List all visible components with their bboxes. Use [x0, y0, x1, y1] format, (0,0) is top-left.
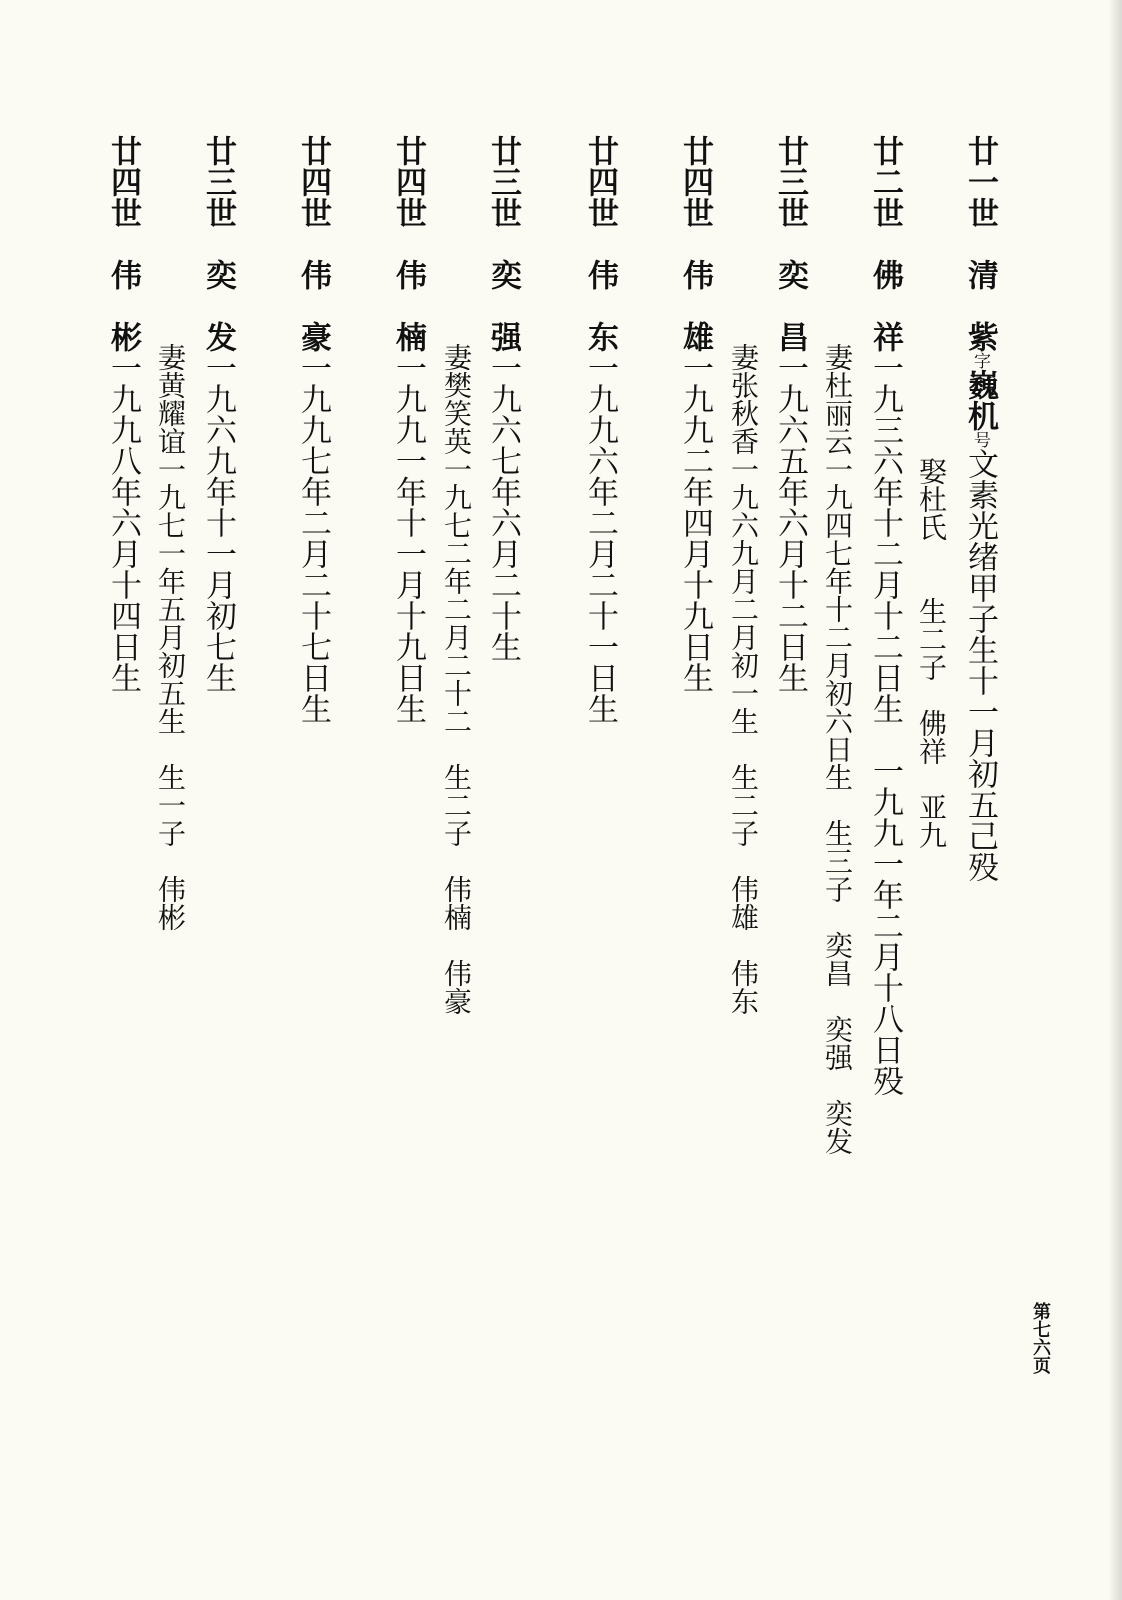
entry-details: 一九三六年十二月十二日生 一九九一年二月十八日殁 [867, 352, 903, 1096]
person-name-second: 楠 [390, 321, 426, 352]
entry-details: 一九九一年十一月十九日生 [390, 352, 426, 724]
spouse-line-9: 妻黄耀谊一九七一年五月初五生 生一子 伟彬 [154, 343, 187, 931]
spouse-line-2: 妻杜丽云一九四七年十二月初六日生 生三子 奕昌 奕强 奕发 [821, 343, 854, 1155]
person-name-second: 东 [582, 321, 618, 352]
entry-details: 一九六九年十一月初七生 [200, 352, 236, 693]
entry-column-5 [580, 135, 620, 724]
zi-mark: 字 [970, 352, 990, 369]
person-name: 奕 [200, 259, 236, 290]
entry-details: 一九六七年六月二十生 [485, 352, 521, 662]
person-name: 伟 [582, 259, 618, 290]
person-name-second: 彬 [105, 321, 141, 352]
entry-column-7 [388, 135, 428, 724]
person-name-second: 紫 [962, 321, 998, 352]
generation-label: 廿一世 [962, 135, 998, 228]
entry-details: 一九九七年二月二十七日生 [295, 352, 331, 724]
person-name-second: 祥 [867, 321, 903, 352]
person-name: 伟 [105, 259, 141, 290]
entry-column-2 [865, 135, 905, 1096]
person-name: 伟 [390, 259, 426, 290]
generation-label: 廿三世 [485, 135, 521, 228]
page-number: 第七六页 [1030, 1302, 1051, 1374]
person-name: 奕 [485, 259, 521, 290]
entry-details: 一九六五年六月十二日生 [772, 352, 808, 693]
person-name: 伟 [677, 259, 713, 290]
spouse-line-6: 妻樊笑英一九七二年二月二十二 生二子 伟楠 伟豪 [440, 343, 473, 1015]
person-name-second: 雄 [677, 321, 713, 352]
entry-details: 文素光绪甲子生十一月初五己殁 [962, 448, 998, 882]
person-name-second: 发 [200, 321, 236, 352]
entry-details: 一九九六年二月二十一日生 [582, 352, 618, 724]
entry-details: 一九九八年六月十四日生 [105, 352, 141, 693]
spouse-line-1: 娶杜氏 生二子 佛祥 亚九 [915, 457, 948, 849]
person-name: 奕 [772, 259, 808, 290]
entry-column-3 [770, 135, 810, 693]
generation-label: 廿四世 [677, 135, 713, 228]
generation-label: 廿四世 [390, 135, 426, 228]
generation-label: 廿四世 [105, 135, 141, 228]
spouse-line-3: 妻张秋香一九六九月二月初一生 生二子 伟雄 伟东 [727, 343, 760, 1015]
courtesy-name: 巍机 [962, 369, 998, 431]
entry-column-10 [103, 135, 143, 693]
entry-column-4 [675, 135, 715, 693]
hao-mark: 号 [970, 431, 990, 448]
generation-label: 廿三世 [200, 135, 236, 228]
entry-column-9 [198, 135, 238, 693]
entry-column-6 [483, 135, 523, 662]
entry-column-8 [293, 135, 333, 724]
person-name: 清 [962, 259, 998, 290]
entry-column-1 [960, 135, 1000, 882]
person-name-second: 昌 [772, 321, 808, 352]
person-name: 佛 [867, 259, 903, 290]
page-edge-shadow [1108, 0, 1122, 1600]
generation-label: 廿三世 [772, 135, 808, 228]
entry-details: 一九九二年四月十九日生 [677, 352, 713, 693]
person-name-second: 豪 [295, 321, 331, 352]
generation-label: 廿四世 [295, 135, 331, 228]
generation-label: 廿二世 [867, 135, 903, 228]
person-name: 伟 [295, 259, 331, 290]
person-name-second: 强 [485, 321, 521, 352]
generation-label: 廿四世 [582, 135, 618, 228]
